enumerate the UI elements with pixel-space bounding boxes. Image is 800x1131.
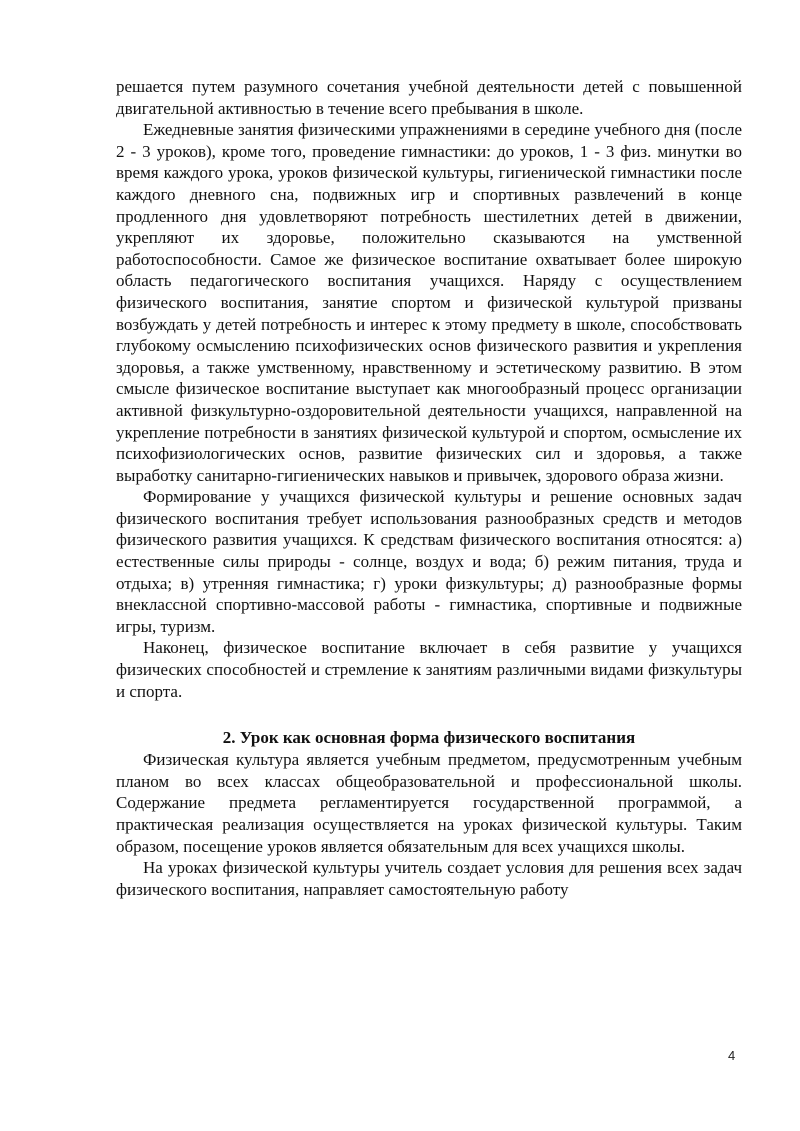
page-number: 4: [728, 1048, 736, 1063]
paragraph-conclusion: Наконец, физическое воспитание включает в себя развитие у учащихся физических способностей и стремление к занятиям различными видами физкультуры и спорта.: [116, 638, 742, 701]
section-heading: 2. Урок как основная форма физического воспитания: [222, 728, 636, 748]
paragraph-daily-exercises: Ежедневные занятия физическими упражнениями в середине учебного дня (после 2 - 3 уроков), кроме того, проведение гимнастики: до уроков, 1 - 3 физ. минутки во время каждого урока, уроков физической культуры, гигиенической гимнастики после каждого дневного сна, подвижных игр и спортивных развлечений в конце продленного дня удовлетворяют потребность шестилетних детей в движении, укрепляют их здоровье, положительно сказываются на умственной работоспособности. Самое же физическое воспитание охватывает более широкую область педагогического воспитания учащихся. Наряду с осуществлением физического воспитания, занятие спортом и физической культурой призваны возбуждать у детей потребность и интерес к этому предмету в школе, способствовать глубокому осмыслению психофизических основ физического развития и укрепления здоровья, а также умственному, нравственному и эстетическому развитию. В этом смысле физическое воспитание выступает как многообразный процесс организации активной физкультурно-оздоровительной деятельности учащихся, направленной на укрепление потребности в занятиях физической культурой и спортом, осмысление их психофизиологических основ, развитие физических сил и здоровья, а также выработку санитарно-гигиенических навыков и привычек, здорового образа жизни.: [116, 120, 742, 485]
paragraph-teacher: На уроках физической культуры учитель создает условия для решения всех задач физического воспитания, направляет самостоятельную работу: [116, 858, 742, 899]
page-content: [116, 76, 742, 900]
paragraph-continuation: решается путем разумного сочетания учебной деятельности детей с повышенной двигательной активностью в течение всего пребывания в школе.: [116, 77, 742, 118]
paragraph-means-of-education: Формирование у учащихся физической культуры и решение основных задач физического воспитания требует использования разнообразных средств и методов физического развития учащихся. К средствам физического воспитания относятся: а) естественные силы природы - солнце, воздух и вода; б) режим питания, труда и отдыха; в) утренняя гимнастика; г) уроки физкультуры; д) разнообразные формы внеклассной спортивно-массовой работы - гимнастика, спортивные и подвижные игры, туризм.: [116, 487, 742, 636]
paragraph-subject: Физическая культура является учебным предметом, предусмотренным учебным планом во всех классах общеобразовательной и профессиональной школы. Содержание предмета регламентируется государственной программой, а практическая реализация осуществляется на уроках физической культуры. Таким образом, посещение уроков является обязательным для всех учащихся школы.: [116, 750, 742, 856]
